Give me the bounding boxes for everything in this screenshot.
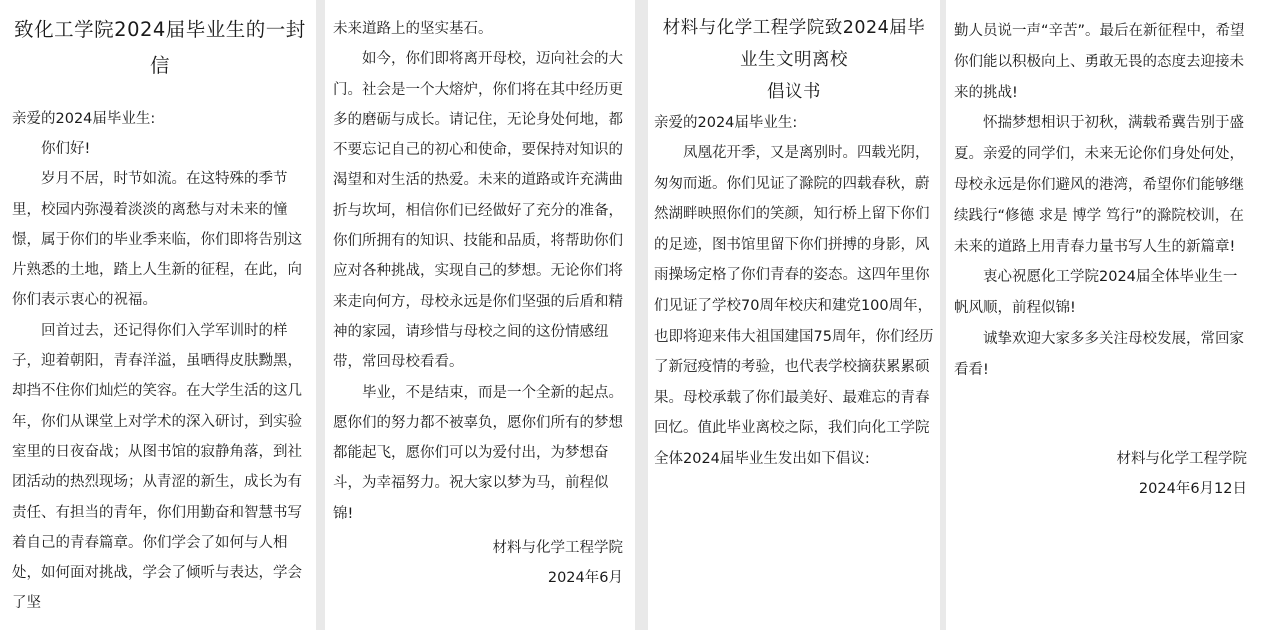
paragraph-continued: 未来道路上的坚实基石。 bbox=[333, 21, 493, 37]
paragraph: 如今，你们即将离开母校，迈向社会的大门。社会是一个大熔炉，你们将在其中经历更多的磨砺与成长。请记住，无论身处何地，都不要忘记自己的初心和使命，要保持对知识的渴望和对生活的热爱。未来的道路或许充满曲折与坎坷，相信你们已经做好了充分的准备，你们所拥有的知识、技能和品质，将帮助你们应对各种挑战，实现自己的梦想。无论你们将来走向何方，母校永远是你们坚强的后盾和精神的家园，请珍惜与母校之间的这份情感纽带，常回母校看看。 bbox=[333, 51, 623, 371]
proposal-title-line-1: 材料与化学工程学院致2024届毕 bbox=[662, 18, 926, 38]
proposal-title-line-2: 业生文明离校 bbox=[740, 50, 848, 70]
date: 2024年6月 bbox=[547, 570, 623, 587]
proposal-page-2 bbox=[946, 0, 1267, 630]
paragraph: 回首过去，还记得你们入学军训时的样子，迎着朝阳，青春洋溢，虽晒得皮肤黝黑，却挡不住你们灿烂的笑容。在大学生活的这几年，你们从课堂上对学术的深入研讨，到实验室里的日夜奋战；从图书馆的寂静角落，到社团活动的热烈现场；从青涩的新生，成长为有责任、有担当的青年，你们用勤奋和智慧书写着自己的青春篇章。你们学会了如何与人相处，如何面对挑战，学会了倾听与表达，学会了坚 bbox=[12, 322, 302, 612]
paragraph: 凤凰花开季，又是离别时。四载光阴，匆匆而逝。你们见证了滁院的四载春秋，蔚然湖畔映照你们的笑颜，知行桥上留下你们的足迹，图书馆里留下你们拼搏的身影，风雨操场定格了你们青春的姿态。这四年里你们见证了学校70周年校庆和建党100周年，也即将迎来伟大祖国建国75周年，你们经历了新冠疫情的考验，也代表学校摘获累累硕果。母校承载了你们最美好、最难忘的青春回忆。值此毕业离校之际，我们向化工学院全体2024届毕业生发出如下倡议: bbox=[654, 145, 934, 467]
paragraph: 衷心祝愿化工学院2024届全体毕业生一帆风顺，前程似锦! bbox=[954, 269, 1238, 317]
proposal-title bbox=[654, 12, 934, 108]
letter-title-line-2: 信 bbox=[149, 54, 170, 77]
paragraph-continued: 勤人员说一声“辛苦”。最后在新征程中，希望你们能以积极向上、勇敢无畏的态度去迎接未来的挑战! bbox=[954, 23, 1245, 101]
paragraph: 毕业，不是结束，而是一个全新的起点。愿你们的努力都不被辜负，愿你们所有的梦想都能起飞，愿你们可以为爱付出，为梦想奋斗，为幸福努力。祝大家以梦为马，前程似锦! bbox=[333, 384, 623, 522]
proposal-title-line-3: 倡议书 bbox=[767, 82, 821, 102]
date: 2024年6月12日 bbox=[1138, 480, 1247, 497]
letter-title-line-1: 致化工学院2024届毕业生的一封 bbox=[14, 18, 306, 41]
signature: 材料与化学工程学院 bbox=[1116, 450, 1247, 467]
salutation: 亲爱的2024届毕业生: bbox=[12, 111, 156, 127]
paragraph: 怀揣梦想相识于初秋，满载希冀告别于盛夏。亲爱的同学们，未来无论你们身处何处，母校永远是你们避风的港湾，希望你们能够继续践行“修德 求是 博学 笃行”的滁院校训，在未来的道路上用青春力量书写人生的新篇章! bbox=[954, 115, 1244, 255]
letter-page-1 bbox=[0, 0, 316, 630]
letter-page-2 bbox=[325, 0, 635, 630]
signature: 材料与化学工程学院 bbox=[492, 540, 623, 557]
paragraph: 诚挚欢迎大家多多关注母校发展，常回家看看! bbox=[954, 330, 1244, 378]
letter-title bbox=[12, 12, 308, 84]
salutation: 亲爱的2024届毕业生: bbox=[654, 115, 798, 131]
paragraph-greeting: 你们好! bbox=[41, 141, 91, 157]
paragraph: 岁月不居，时节如流。在这特殊的季节里，校园内弥漫着淡淡的离愁与对未来的憧憬，属于你们的毕业季来临，你们即将告别这片熟悉的土地，踏上人生新的征程，在此，向你们表示衷心的祝福。 bbox=[12, 171, 302, 309]
proposal-page-1 bbox=[648, 0, 940, 630]
